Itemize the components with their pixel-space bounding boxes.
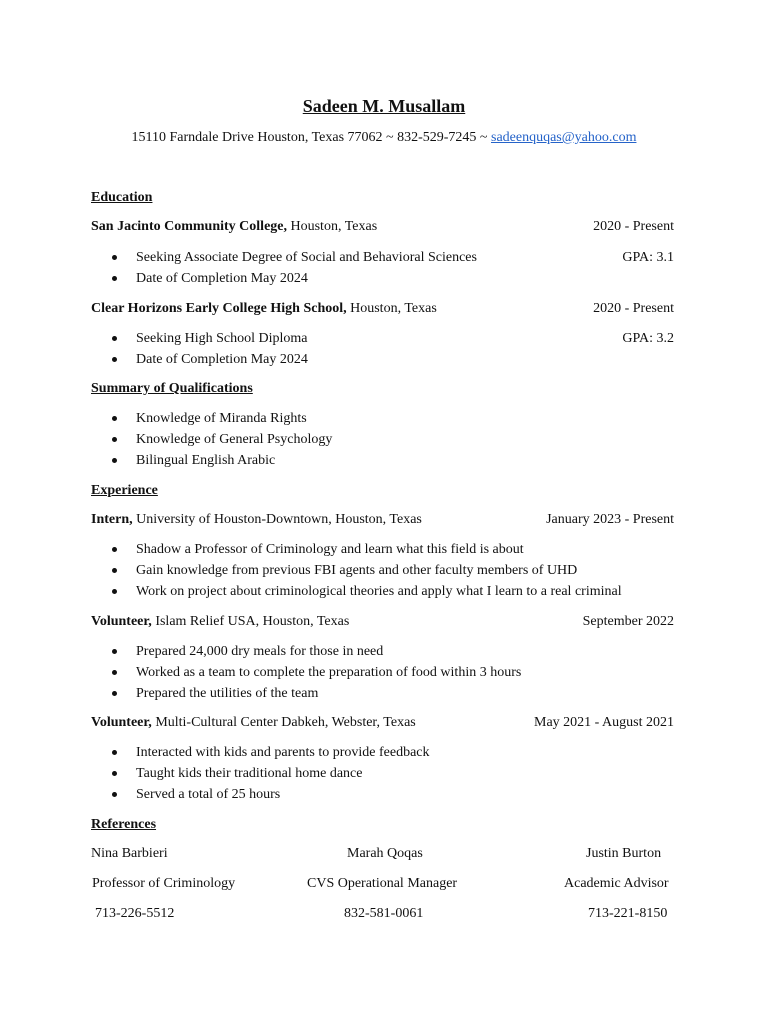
bullet-icon [112, 330, 117, 348]
role-title: Volunteer, [91, 614, 152, 629]
bullet-icon [112, 786, 117, 804]
reference-phone: 832-581-0061 [344, 906, 424, 921]
reference-name: Justin Burton [586, 846, 662, 861]
school-name: San Jacinto Community College, [91, 219, 287, 234]
reference-name: Marah Qoqas [347, 846, 423, 861]
list-item: Seeking High School Diploma [136, 331, 308, 346]
gpa-value: GPA: 3.1 [622, 250, 674, 265]
contact-line [0, 129, 768, 147]
bullet-icon [112, 685, 117, 703]
list-item: Knowledge of Miranda Rights [136, 411, 307, 426]
summary-heading: Summary of Qualifications [91, 381, 253, 396]
education-heading: Education [91, 190, 153, 205]
list-item: Date of Completion May 2024 [136, 271, 308, 286]
bullet-icon [112, 249, 117, 267]
reference-name: Nina Barbieri [91, 846, 168, 861]
list-item: Date of Completion May 2024 [136, 352, 308, 367]
school-location: Houston, Texas [350, 301, 437, 316]
organization: University of Houston-Downtown, Houston, Texas [136, 512, 422, 527]
bullet-icon [112, 643, 117, 661]
bullet-icon [112, 765, 117, 783]
list-item: Bilingual English Arabic [136, 453, 276, 468]
contact-text: 15110 Farndale Drive Houston, Texas 77062 ~ 832-529-7245 ~ [131, 130, 488, 145]
experience-entry-3 [91, 714, 416, 732]
list-item: Served a total of 25 hours [136, 787, 281, 802]
reference-title: Professor of Criminology [92, 876, 236, 891]
bullet-icon [112, 664, 117, 682]
education-entry-2 [91, 300, 437, 318]
list-item: Shadow a Professor of Criminology and learn what this field is about [136, 542, 524, 557]
reference-title: CVS Operational Manager [307, 876, 458, 891]
references-heading: References [91, 817, 157, 832]
reference-phone: 713-226-5512 [95, 906, 175, 921]
bullet-icon [112, 744, 117, 762]
experience-entry-1 [91, 511, 422, 529]
list-item: Taught kids their traditional home dance [136, 766, 363, 781]
list-item: Gain knowledge from previous FBI agents and other faculty members of UHD [136, 563, 578, 578]
bullet-icon [112, 410, 117, 428]
school-location: Houston, Texas [290, 219, 378, 234]
organization: Islam Relief USA, Houston, Texas [155, 614, 350, 629]
school-name: Clear Horizons Early College High School, [91, 301, 347, 316]
list-item: Prepared the utilities of the team [136, 686, 319, 701]
reference-phone: 713-221-8150 [588, 906, 668, 921]
bullet-icon [112, 351, 117, 369]
gpa-value: GPA: 3.2 [622, 331, 674, 346]
list-item: Interacted with kids and parents to provide feedback [136, 745, 430, 760]
list-item: Worked as a team to complete the preparation of food within 3 hours [136, 665, 522, 680]
education-entry-1 [91, 218, 377, 236]
organization: Multi-Cultural Center Dabkeh, Webster, Texas [155, 715, 416, 730]
bullet-icon [112, 270, 117, 288]
role-title: Volunteer, [91, 715, 152, 730]
reference-title: Academic Advisor [564, 876, 669, 891]
experience-dates: January 2023 - Present [546, 512, 674, 527]
experience-dates: September 2022 [582, 614, 674, 629]
education-dates: 2020 - Present [593, 301, 674, 316]
list-item: Seeking Associate Degree of Social and Behavioral Sciences [136, 250, 477, 265]
bullet-icon [112, 562, 117, 580]
bullet-icon [112, 583, 117, 601]
list-item: Knowledge of General Psychology [136, 432, 333, 447]
bullet-icon [112, 541, 117, 559]
experience-dates: May 2021 - August 2021 [534, 715, 674, 730]
bullet-icon [112, 431, 117, 449]
email-link[interactable]: sadeenquqas@yahoo.com [491, 130, 637, 145]
list-item: Prepared 24,000 dry meals for those in need [136, 644, 384, 659]
experience-entry-2 [91, 613, 349, 631]
bullet-icon [112, 452, 117, 470]
education-dates: 2020 - Present [593, 219, 674, 234]
role-title: Intern, [91, 512, 133, 527]
list-item: Work on project about criminological theories and apply what I learn to a real criminal [136, 584, 622, 599]
applicant-name: Sadeen M. Musallam [302, 96, 466, 116]
experience-heading: Experience [91, 483, 158, 498]
